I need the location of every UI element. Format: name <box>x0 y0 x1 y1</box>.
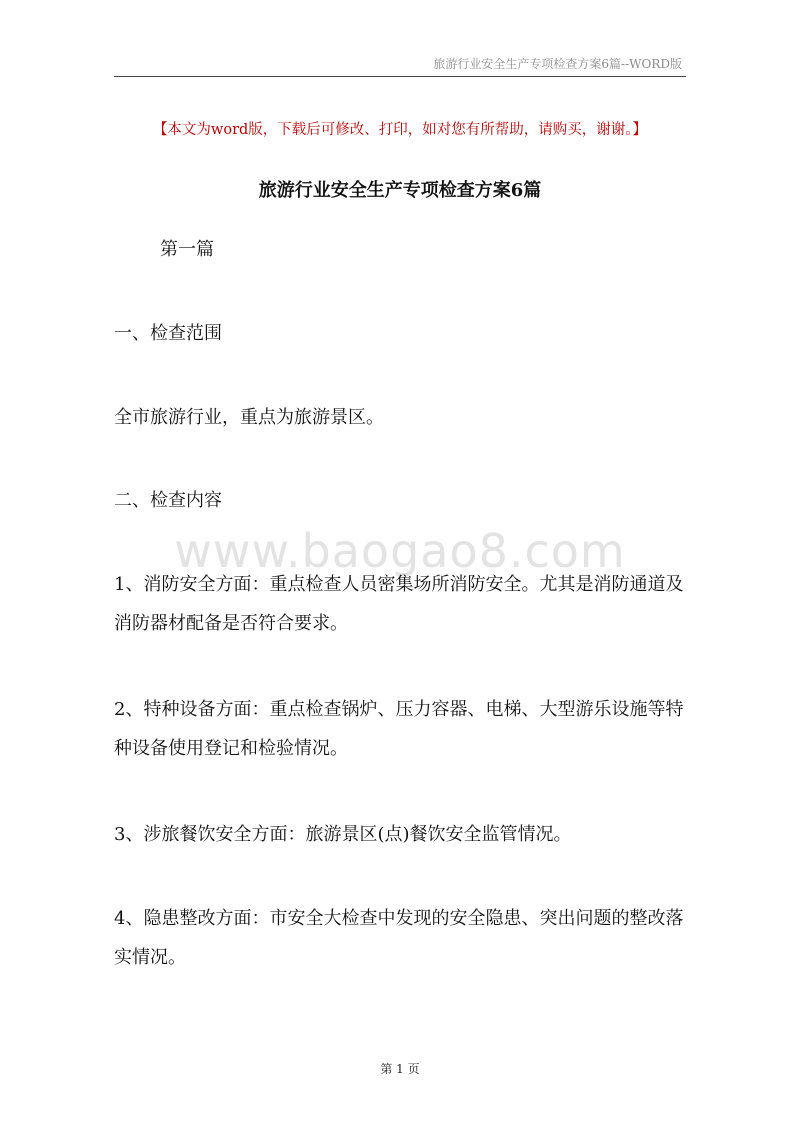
section-heading: 二、检查内容 <box>114 490 222 511</box>
body-paragraph: 全市旅游行业，重点为旅游景区。 <box>114 407 384 428</box>
purchase-notice: 【本文为word版，下载后可修改、打印，如对您有所帮助，请购买，谢谢。】 <box>152 122 648 138</box>
watermark: www.baogao8.com <box>174 524 626 578</box>
part-heading: 第一篇 <box>160 239 214 260</box>
list-item: 4、隐患整改方面：市安全大检查中发现的安全隐患、突出问题的整改落实情况。 <box>114 908 684 968</box>
section-heading: 一、检查范围 <box>114 323 222 344</box>
document-title: 旅游行业安全生产专项检查方案6篇 <box>258 180 542 201</box>
running-header: 旅游行业安全生产专项检查方案6篇--WORD版 <box>433 57 682 71</box>
list-item: 3、涉旅餐饮安全方面：旅游景区(点)餐饮安全监管情况。 <box>114 824 572 845</box>
list-item: 2、特种设备方面：重点检查锅炉、压力容器、电梯、大型游乐设施等特种设备使用登记和检验情况。 <box>114 699 684 759</box>
page-number: 第 1 页 <box>380 1062 420 1076</box>
list-item: 1、消防安全方面：重点检查人员密集场所消防安全。尤其是消防通道及消防器材配备是否符合要求。 <box>114 574 684 634</box>
header-divider <box>114 76 686 77</box>
